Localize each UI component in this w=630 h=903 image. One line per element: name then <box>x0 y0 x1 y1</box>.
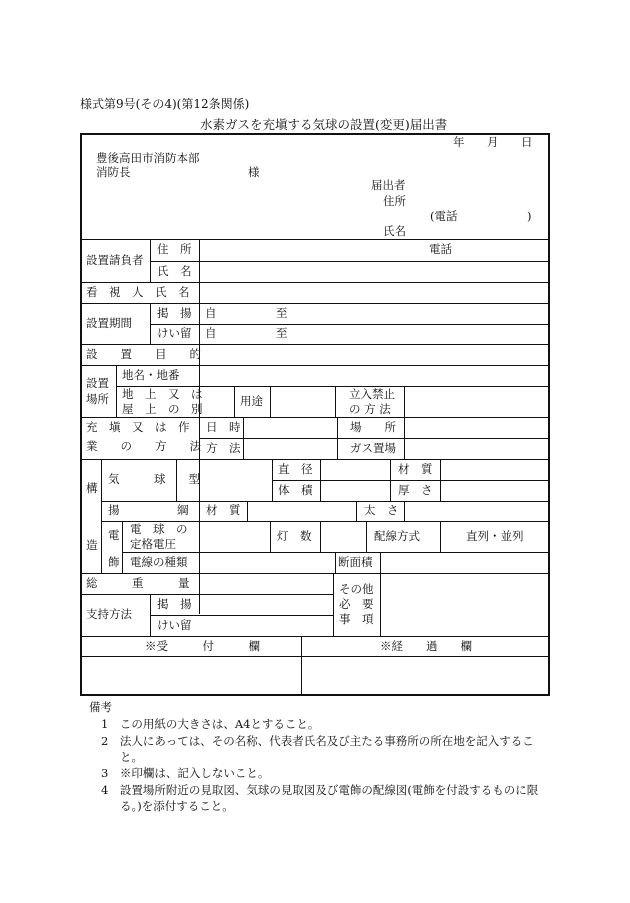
notifier-address: 住所 <box>383 194 406 208</box>
volume-label: 体 積 <box>278 483 313 497</box>
period-label: 設置期間 <box>86 316 132 330</box>
contractor-address-label: 住 所 <box>157 242 192 256</box>
structure-label-2: 造 <box>86 538 98 552</box>
contractor-label: 設置請負者 <box>86 253 144 267</box>
decoration-label-2: 飾 <box>108 555 120 569</box>
support-label: 支持方法 <box>86 607 132 621</box>
gas-storage-label: ガス置場 <box>350 441 396 455</box>
notifier-label: 届出者 <box>371 178 406 192</box>
support-display-label: 掲 揚 <box>157 597 192 611</box>
support-mooring-label: けい留 <box>157 618 192 632</box>
period-mooring-to: 至 <box>276 326 288 340</box>
note-2a: 2 法人にあっては、その名称、代表者氏名及び主たる事務所の所在地を記入するこ <box>101 734 534 748</box>
other-label-2: 必 要 <box>339 597 374 611</box>
period-mooring-label: けい留 <box>157 326 192 340</box>
wiring-label: 配線方式 <box>374 529 420 543</box>
fill-datetime-label: 日 時 <box>206 420 241 434</box>
location-label-2: 場所 <box>86 392 109 406</box>
wire-type-label: 電線の種類 <box>130 555 188 569</box>
fill-place-label: 場 所 <box>350 420 396 434</box>
note-1: 1 この用紙の大きさは、A4とすること。 <box>101 717 320 731</box>
period-display-to: 至 <box>276 306 288 320</box>
balloon-type-label: 気 球 型 <box>108 472 200 486</box>
ground-roof-label-1: 地 上 又 は <box>122 387 203 401</box>
progress-label: ※経 過 欄 <box>380 639 472 653</box>
bulb-voltage-label-2: 定格電圧 <box>130 537 176 551</box>
rope-thickness-label: 太 さ <box>364 503 399 517</box>
period-mooring-from: 自 <box>205 326 217 340</box>
contractor-phone-label: 電話 <box>429 242 452 256</box>
rope-label: 揚 綱 <box>108 503 189 517</box>
purpose-label: 設 置 目 的 <box>86 347 201 361</box>
notifier-name: 氏名 <box>383 224 406 238</box>
structure-label-1: 構 <box>86 481 98 495</box>
note-2b: と。 <box>120 750 143 764</box>
fill-label-2: 業 の 方 法 <box>86 439 201 453</box>
other-label-3: 事 項 <box>339 612 374 626</box>
bulb-voltage-label-1: 電 球 の <box>130 522 188 536</box>
total-weight-label: 総 重 量 <box>86 576 190 590</box>
recipient-line1: 豊後高田市消防本部 <box>96 151 200 165</box>
note-4b: る。)を添付すること。 <box>120 799 234 813</box>
location-label-1: 設置 <box>86 376 109 390</box>
other-label-1: その他 <box>339 582 374 596</box>
form-number: 様式第9号(その4)(第12条関係) <box>80 97 250 111</box>
lamp-count-label: 灯 数 <box>277 529 312 543</box>
fill-label-1: 充 塡 又 は 作 <box>86 420 190 434</box>
date-month: 月 <box>487 135 499 149</box>
recipient-line2: 消防長 <box>96 165 131 179</box>
ground-roof-label-2: 屋 上 の 別 <box>122 402 203 416</box>
period-display-from: 自 <box>205 306 217 320</box>
form-title: 水素ガスを充塡する気球の設置(変更)届出書 <box>200 117 448 132</box>
wiring-value: 直列・並列 <box>466 529 524 543</box>
reception-label: ※受 付 欄 <box>145 639 260 653</box>
date-year: 年 <box>453 135 465 149</box>
watcher-label: 看 視 人 氏 名 <box>86 285 190 299</box>
date-day: 日 <box>521 135 533 149</box>
balloon-material-label: 材 質 <box>398 462 433 476</box>
cross-section-label: 断面積 <box>338 555 373 569</box>
period-display-label: 掲 揚 <box>157 306 192 320</box>
balloon-thickness-label: 厚 さ <box>398 483 433 497</box>
diameter-label: 直 径 <box>278 462 313 476</box>
note-4a: 4 設置場所附近の見取図、気球の見取図及び電飾の配線図(電飾を付設するものに限 <box>101 783 539 797</box>
notifier-phone-open: (電話 <box>430 209 458 223</box>
usage-label: 用途 <box>240 394 263 408</box>
contractor-name-label: 氏 名 <box>157 264 192 278</box>
place-label: 地名・地番 <box>122 368 180 382</box>
note-3: 3 ※印欄は、記入しないこと。 <box>101 766 270 780</box>
rope-material-label: 材 質 <box>206 503 241 517</box>
entry-label-1: 立入禁止 <box>349 387 395 401</box>
recipient-honorific: 様 <box>248 165 260 179</box>
fill-method-label: 方 法 <box>206 441 241 455</box>
notifier-phone-close: ) <box>527 209 532 223</box>
decoration-label-1: 電 <box>108 528 120 542</box>
entry-label-2: の 方 法 <box>349 402 391 416</box>
notes-heading: 備考 <box>89 700 112 714</box>
